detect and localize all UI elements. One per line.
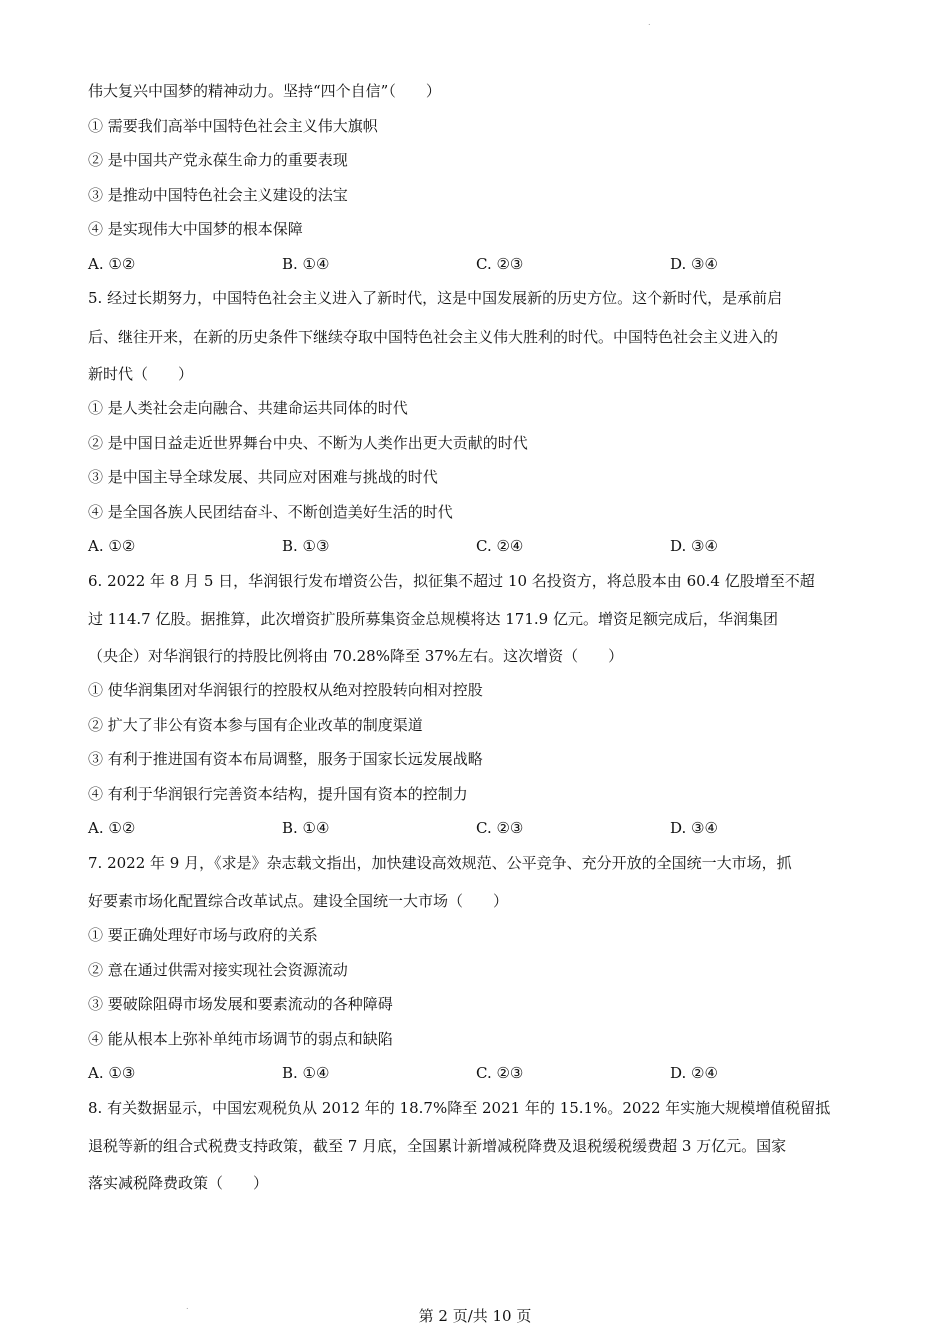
q4-item-4: ④ 是实现伟大中国梦的根本保障: [88, 220, 303, 238]
q6-option-d[interactable]: D. ③④: [670, 819, 718, 837]
q6-option-b[interactable]: B. ①④: [282, 819, 330, 837]
q7-item-3: ③ 要破除阻碍市场发展和要素流动的各种障碍: [88, 995, 393, 1013]
q4-options: [88, 254, 868, 274]
scan-dot: .: [648, 18, 651, 27]
q5-option-b[interactable]: B. ①③: [282, 537, 330, 555]
q8-stem-line-3: 落实减税降费政策（ ）: [88, 1174, 269, 1192]
q7-item-1: ① 要正确处理好市场与政府的关系: [88, 926, 318, 944]
scan-dot: .: [186, 1302, 189, 1311]
q5-option-a[interactable]: A. ①②: [88, 537, 136, 555]
q6-stem-line-1: 6. 2022 年 8 月 5 日，华润银行发布增资公告，拟征集不超过 10 名投资方，将总股本由 60.4 亿股增至不超: [88, 572, 815, 590]
q4-option-a[interactable]: A. ①②: [88, 255, 136, 273]
q6-stem-line-3: （央企）对华润银行的持股比例将由 70.28%降至 37%左右。这次增资（ ）: [88, 647, 624, 665]
q7-option-d[interactable]: D. ②④: [670, 1064, 718, 1082]
q4-stem: 伟大复兴中国梦的精神动力。坚持“四个自信”（ ）: [88, 82, 441, 100]
q6-option-a[interactable]: A. ①②: [88, 819, 136, 837]
q6-options: [88, 818, 868, 838]
q6-item-1: ① 使华润集团对华润银行的控股权从绝对控股转向相对控股: [88, 681, 483, 699]
q4-item-3: ③ 是推动中国特色社会主义建设的法宝: [88, 186, 348, 204]
q5-options: [88, 536, 868, 556]
q7-item-2: ② 意在通过供需对接实现社会资源流动: [88, 961, 348, 979]
q6-stem-line-2: 过 114.7 亿股。据推算，此次增资扩股所募集资金总规模将达 171.9 亿元。增资足额完成后，华润集团: [88, 610, 778, 628]
q6-item-3: ③ 有利于推进国有资本布局调整，服务于国家长远发展战略: [88, 750, 483, 768]
q6-item-4: ④ 有利于华润银行完善资本结构，提升国有资本的控制力: [88, 785, 468, 803]
q4-item-1: ① 需要我们高举中国特色社会主义伟大旗帜: [88, 117, 378, 135]
q8-stem-line-1: 8. 有关数据显示，中国宏观税负从 2012 年的 18.7%降至 2021 年的 15.1%。2022 年实施大规模增值税留抵: [88, 1099, 831, 1117]
q5-item-1: ① 是人类社会走向融合、共建命运共同体的时代: [88, 399, 408, 417]
q5-stem-line-2: 后、继往开来，在新的历史条件下继续夺取中国特色社会主义伟大胜利的时代。中国特色社会主义进入的: [88, 328, 779, 346]
page-number: 第 2 页/共 10 页: [418, 1307, 532, 1325]
q5-item-2: ② 是中国日益走近世界舞台中央、不断为人类作出更大贡献的时代: [88, 434, 528, 452]
q4-option-c[interactable]: C. ②③: [476, 255, 524, 273]
q8-stem-line-2: 退税等新的组合式税费支持政策，截至 7 月底，全国累计新增减税降费及退税缓税缓费超 3 万亿元。国家: [88, 1137, 787, 1155]
q5-stem-line-1: 5. 经过长期努力，中国特色社会主义进入了新时代，这是中国发展新的历史方位。这个新时代，是承前启: [88, 289, 783, 307]
q6-item-2: ② 扩大了非公有资本参与国有企业改革的制度渠道: [88, 716, 423, 734]
q4-item-2: ② 是中国共产党永葆生命力的重要表现: [88, 151, 348, 169]
q5-item-3: ③ 是中国主导全球发展、共同应对困难与挑战的时代: [88, 468, 438, 486]
q4-option-b[interactable]: B. ①④: [282, 255, 330, 273]
q6-option-c[interactable]: C. ②③: [476, 819, 524, 837]
q5-item-4: ④ 是全国各族人民团结奋斗、不断创造美好生活的时代: [88, 503, 453, 521]
q4-option-d[interactable]: D. ③④: [670, 255, 718, 273]
q7-stem-line-1: 7. 2022 年 9 月，《求是》杂志载文指出，加快建设高效规范、公平竞争、充分开放的全国统一大市场，抓: [88, 854, 792, 872]
q5-option-c[interactable]: C. ②④: [476, 537, 524, 555]
q7-stem-line-2: 好要素市场化配置综合改革试点。建设全国统一大市场（ ）: [88, 892, 509, 910]
q7-option-c[interactable]: C. ②③: [476, 1064, 524, 1082]
q7-option-b[interactable]: B. ①④: [282, 1064, 330, 1082]
q7-options: [88, 1063, 868, 1083]
q5-stem-line-3: 新时代（ ）: [88, 365, 194, 383]
q5-option-d[interactable]: D. ③④: [670, 537, 718, 555]
q7-option-a[interactable]: A. ①③: [88, 1064, 136, 1082]
q7-item-4: ④ 能从根本上弥补单纯市场调节的弱点和缺陷: [88, 1030, 393, 1048]
